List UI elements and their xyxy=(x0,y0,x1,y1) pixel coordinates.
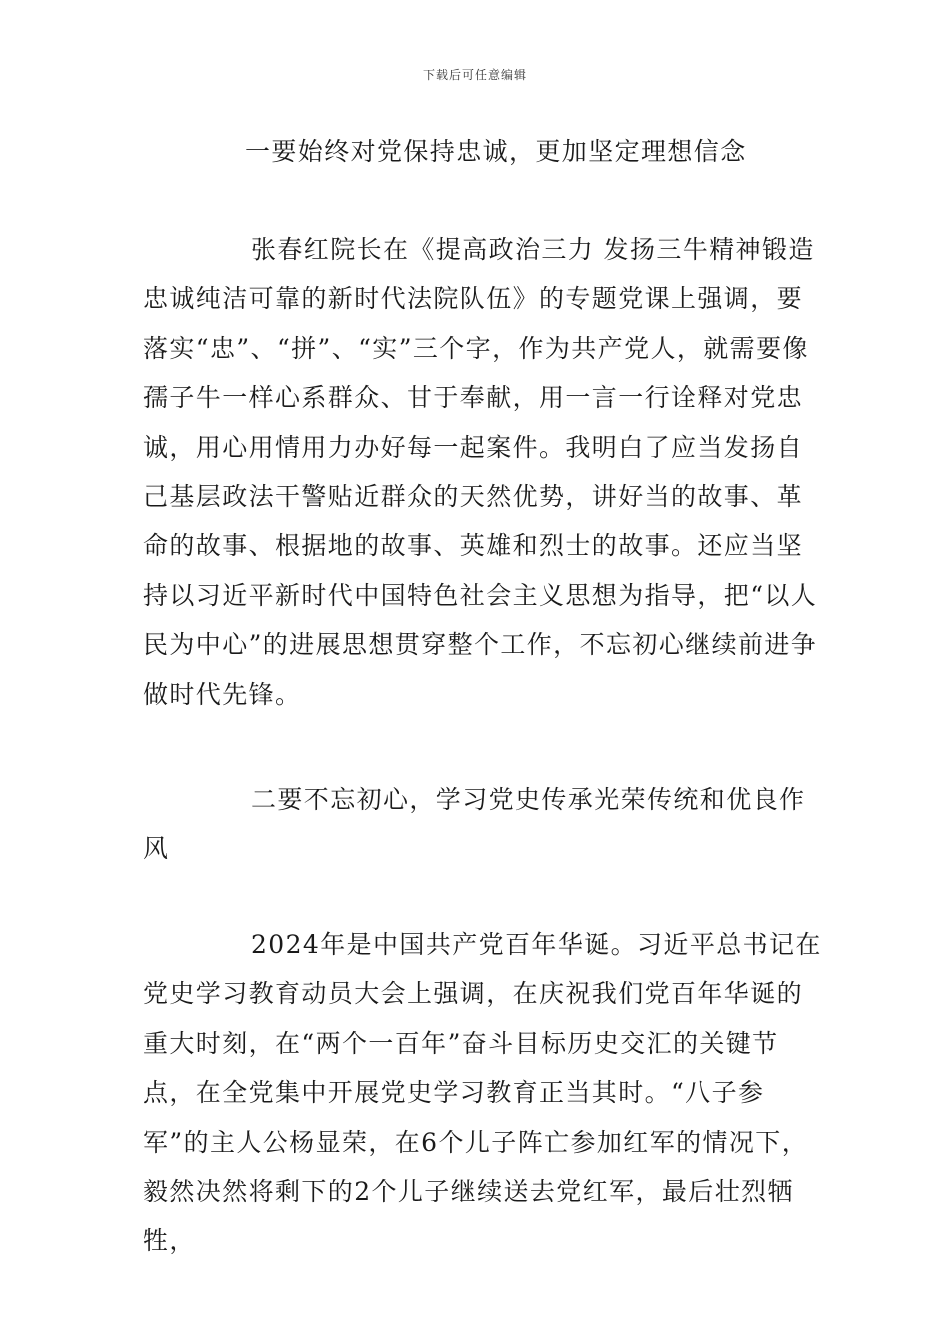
section-heading-2: 二要不忘初心，学习党史传承光荣传统和优良作风 xyxy=(143,785,806,864)
body-paragraph-1: 张春红院长在《提高政治三力 发扬三牛精神锻造忠诚纯洁可靠的新时代法院队伍》的专题党课上强调，要落实“忠”、“拼”、“实”三个字，作为共产党人，就需要像孺子牛一样心系群众、甘于奉献，用一言一行诠释对党忠诚，用心用情用力办好每一起案件。我明白了应当发扬自己基层政法干警贴近群众的天然优势，讲好当的故事、革命的故事、根据地的故事、英雄和烈士的故事。还应当坚持以习近平新时代中国特色社会主义思想为指导，把“以人民为中心”的进展思想贯穿整个工作，不忘初心继续前进争做时代先锋。 xyxy=(143,235,818,709)
body-paragraph-2: 2024年是中国共产党百年华诞。习近平总书记在党史学习教育动员大会上强调，在庆祝我们党百年华诞的重大时刻，在“两个一百年”奋斗目标历史交汇的关键节点，在全党集中开展党史学习教育正当其时。“八子参军”的主人公杨显荣，在6个儿子阵亡参加红军的情况下，毅然决然将剩下的2个儿子继续送去党红军，最后壮烈牺牲， xyxy=(143,930,822,1256)
section-heading-1: 一要始终对党保持忠诚，更加坚定理想信念 xyxy=(245,137,747,166)
header-note: 下载后可任意编辑 xyxy=(422,68,527,82)
